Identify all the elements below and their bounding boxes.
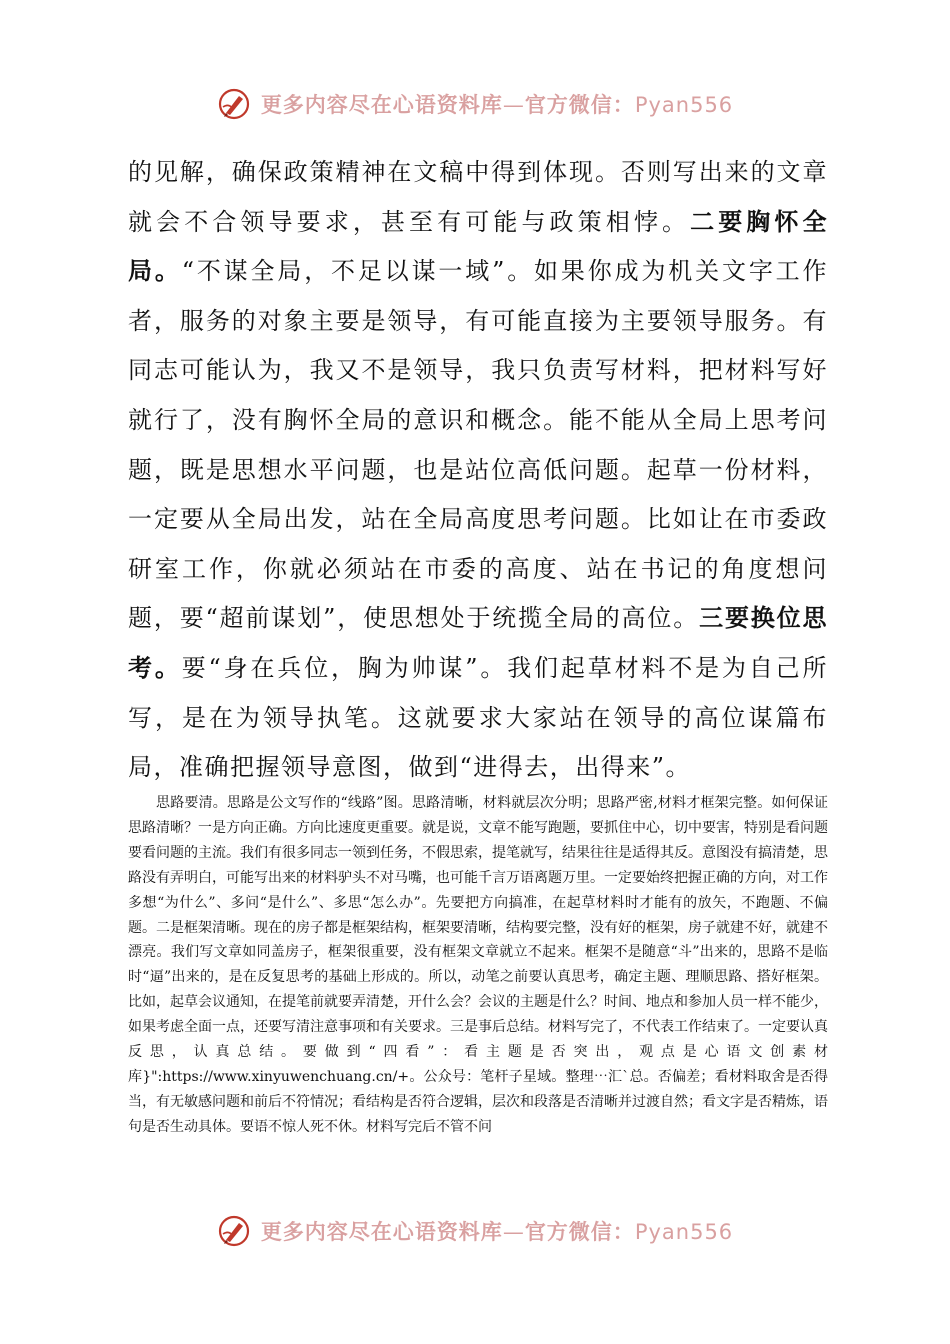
header-banner xyxy=(0,84,950,124)
footer-brand: 更多内容尽在心语资料库 xyxy=(260,1220,503,1244)
header-wechat-id: Pyan556 xyxy=(634,93,734,117)
header-separator: — xyxy=(502,93,525,117)
header-contact: 官方微信： xyxy=(524,93,635,117)
main-paragraph xyxy=(128,148,828,793)
main-heading-2: 二要胸怀全局。 xyxy=(128,207,829,286)
footer-text xyxy=(261,1216,733,1246)
main-text-2: “不谋全局，不足以谋一域”。如果你成为机关文字工作者，服务的对象主要是领导，有可能直接为主要领导服务。有同志可能认为，我又不是领导，我只负责写材料，把材料写好就行了，没有胸怀全局的意识和概念。能不能从全局上思考问题，既是思想水平问题，也是站位高低问题。起草一份材料，一定要从全局出发，站在全局高度思考问题。比如让在市委政研室工作，你就必须站在市委的高度、站在书记的角度想问题，要“超前谋划”，使思想处于统揽全局的高位。 xyxy=(128,257,829,633)
main-text-1: 的见解，确保政策精神在文稿中得到体现。否则写出来的文章就会不合领导要求，甚至有可能与政策相悖。 xyxy=(128,158,828,236)
header-brand: 更多内容尽在心语资料库 xyxy=(260,93,503,117)
footer-banner xyxy=(0,1211,950,1251)
header-text xyxy=(261,89,733,119)
footer-contact: 官方微信： xyxy=(524,1220,635,1244)
main-text-3: 要“身在兵位，胸为帅谋”。我们起草材料不是为自己所写，是在为领导执笔。这就要求大家站在领导的高位谋篇布局，准确把握领导意图，做到“进得去，出得来”。 xyxy=(128,653,829,782)
footer-separator: — xyxy=(502,1220,525,1244)
pen-nib-logo-icon xyxy=(217,87,251,121)
pen-nib-logo-icon xyxy=(217,1214,251,1248)
main-heading-3: 三要换位思考。 xyxy=(128,604,828,682)
secondary-paragraph: 思路要清。思路是公文写作的“线路”图。思路清晰，材料就层次分明；思路严密,材料才框架完整。如何保证思路清晰？一是方向正确。方向比速度更重要。就是说，文章不能写跑题，要抓住中心，切中要害，特别是看问题要看问题的主流。我们有很多同志一领到任务，不假思索，提笔就写，结果往往是适得其反。意图没有搞清楚，思路没有弄明白，可能写出来的材料驴头不对马嘴，也可能千言万语离题万里。一定要始终把握正确的方向，对工作多想“为什么”、多问“是什么”、多思“怎么办”。先要把方向搞准，在起草材料时才能有的放矢，不跑题、不偏题。二是框架清晰。现在的房子都是框架结构，框架要清晰，结构要完整，没有好的框架，房子就建不好，就建不漂亮。我们写文章如同盖房子，框架很重要，没有框架文章就立不起来。框架不是随意“斗”出来的，思路不是临时“逼”出来的，是在反复思考的基础上形成的。所以，动笔之前要认真思考，确定主题、理顺思路、搭好框架。比如，起草会议通知，在提笔前就要弄清楚，开什么会？会议的主题是什么？时间、地点和参加人员一样不能少，如果考虑全面一点，还要写清注意事项和有关要求。三是事后总结。材料写完了，不代表工作结束了。一定要认真反思，认真总结。要做到“四看”：看主题是否突出，观点是心语文创素材库}":https://www.xinyuwenchuang.cn/+。公众号：笔杆子星域。整理⋯汇`总。否偏差；看材料取舍是否得当，有无敏感问题和前后不符情况；看结构是否符合逻辑，层次和段落是否清晰并过渡自然；看文字是否精炼，语句是否生动具体。要语不惊人死不休。材料写完后不管不问 xyxy=(128,795,828,1135)
footer-wechat-id: Pyan556 xyxy=(634,1220,734,1244)
